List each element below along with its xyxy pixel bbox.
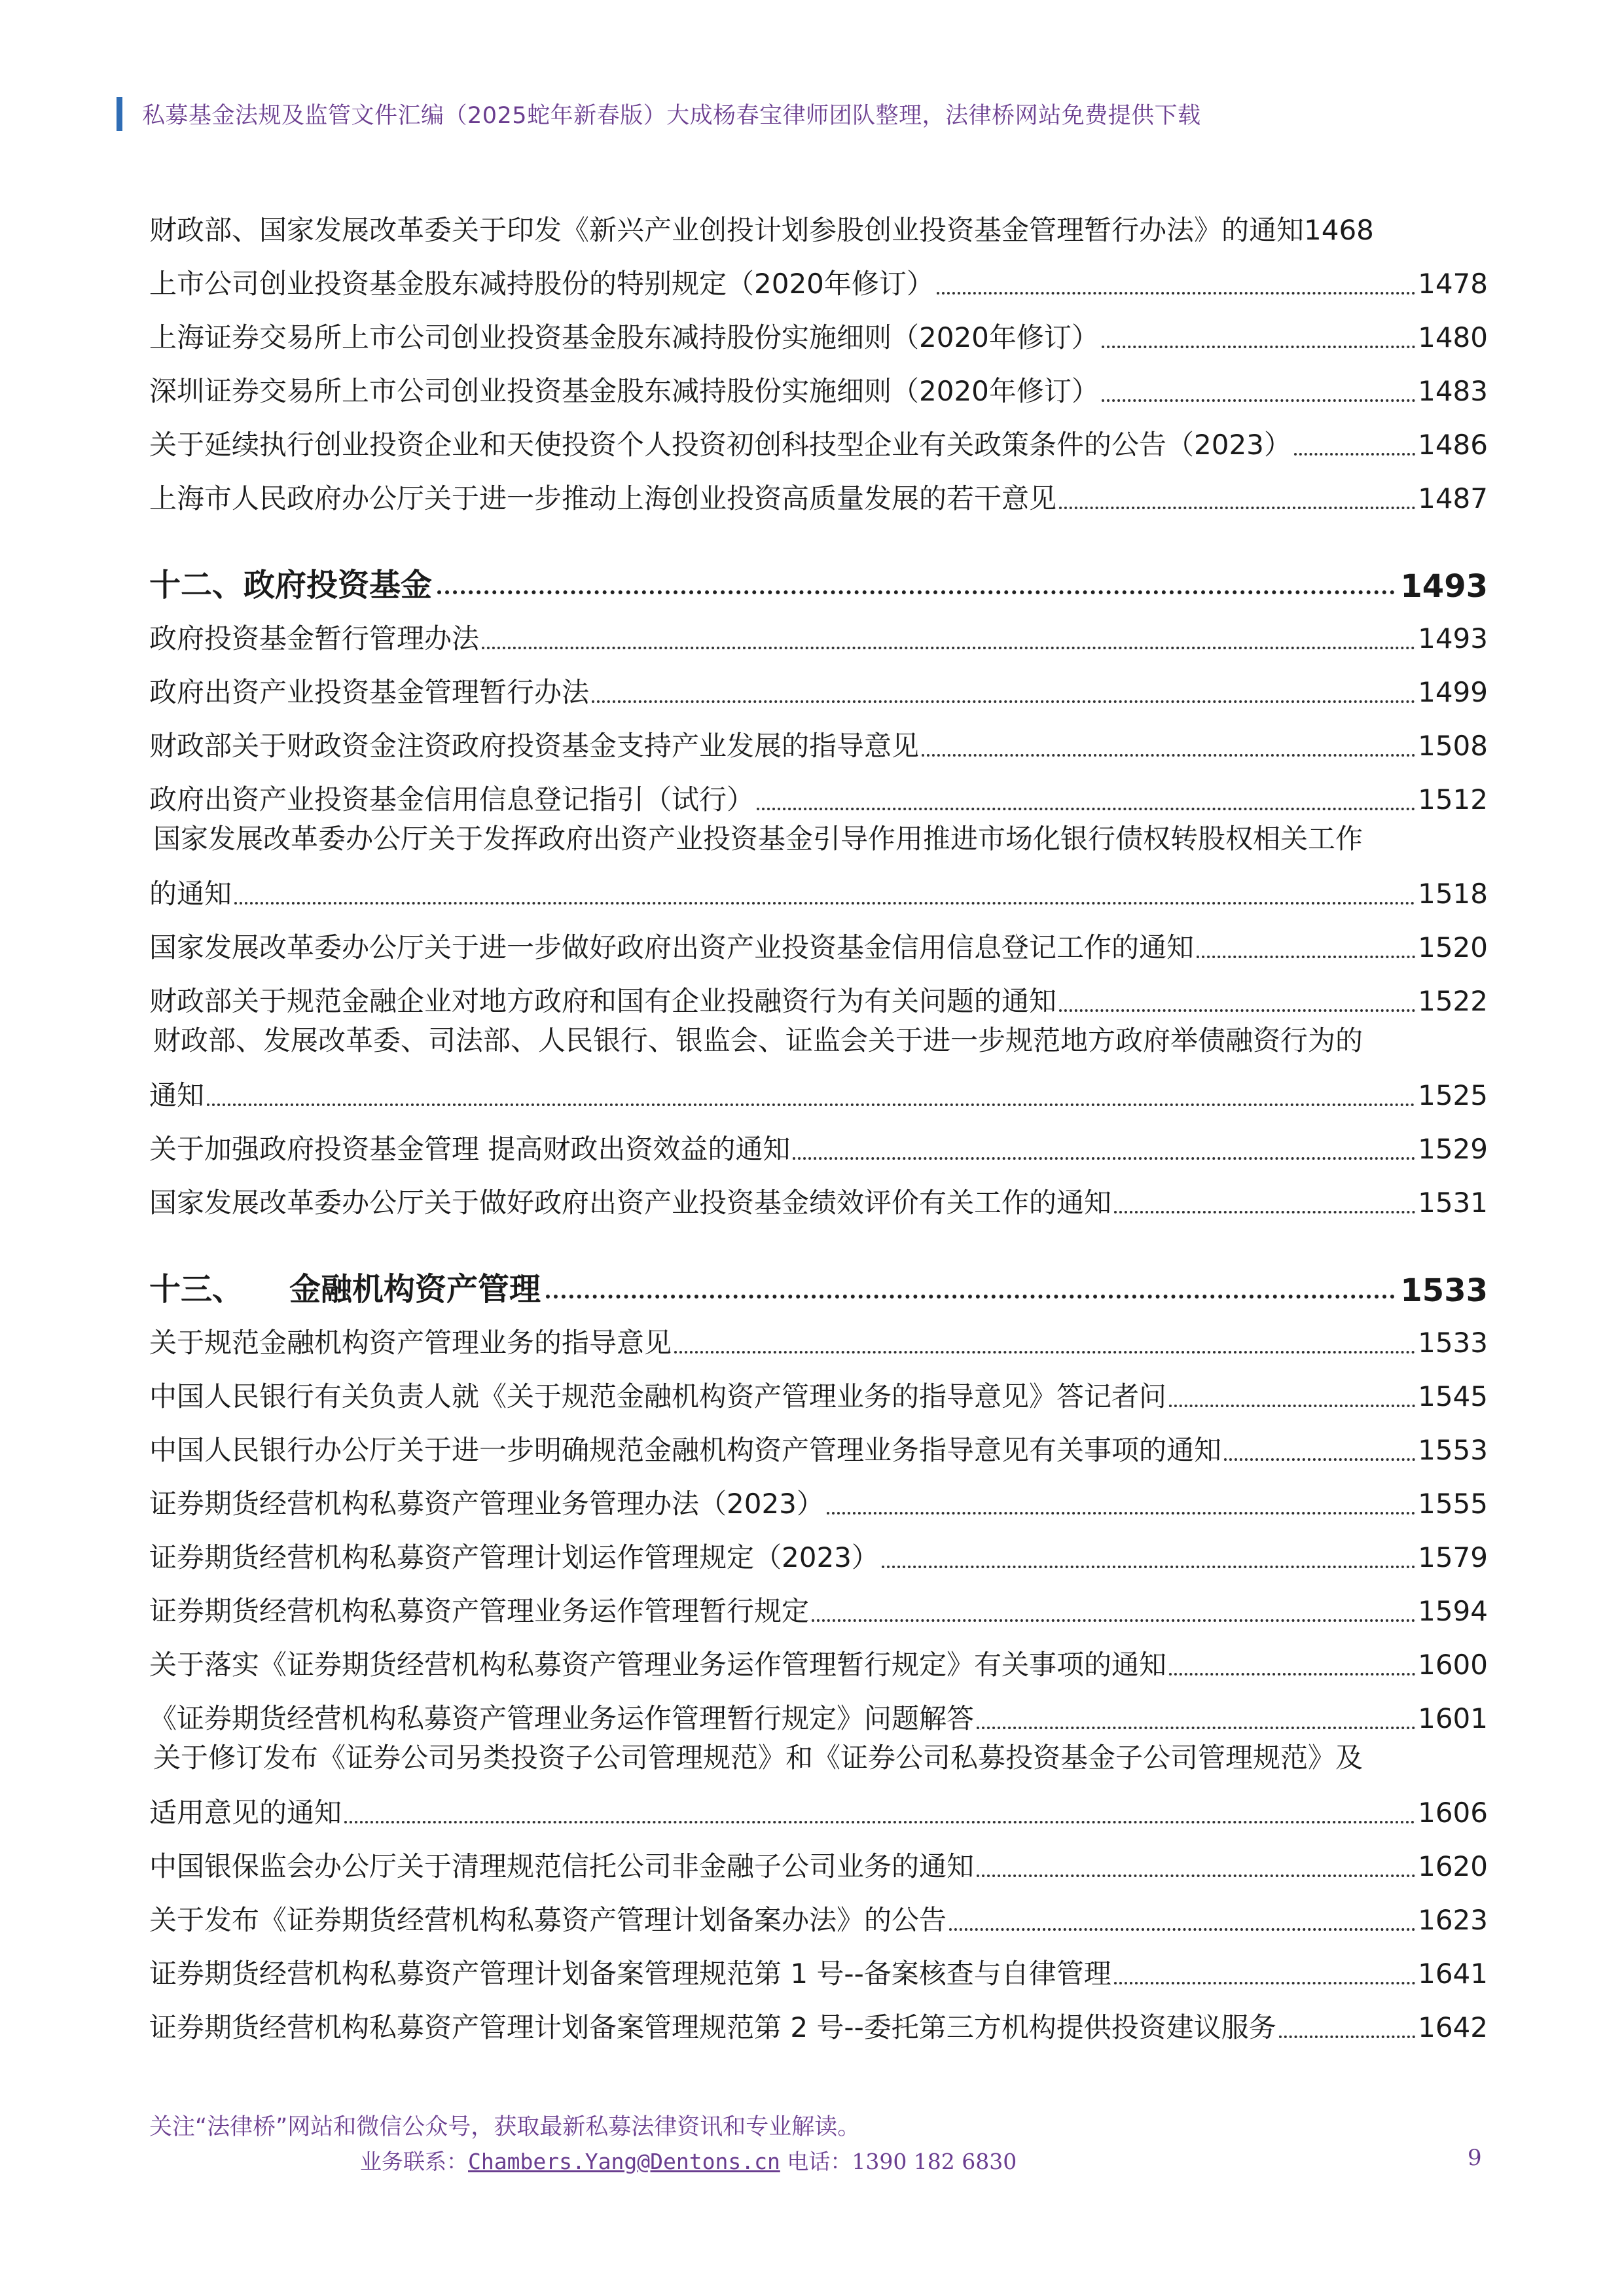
dot-leader xyxy=(977,1874,1415,1877)
dot-leader xyxy=(949,1928,1415,1931)
dot-leader xyxy=(1114,1211,1415,1213)
toc-page-number: 1529 xyxy=(1418,1133,1488,1165)
section-page-number: 1533 xyxy=(1400,1272,1488,1309)
toc-entry[interactable] xyxy=(149,712,1488,766)
toc-entry-title: 关于落实《证券期货经营机构私募资产管理业务运作管理暂行规定》有关事项的通知 xyxy=(149,1649,1167,1681)
contact-label: 业务联系： xyxy=(360,2149,468,2174)
dot-leader xyxy=(1059,507,1415,509)
toc-entry[interactable] xyxy=(149,250,1488,304)
toc-page-number: 1493 xyxy=(1418,622,1488,655)
toc-entry-title: 中国人民银行办公厅关于进一步明确规范金融机构资产管理业务指导意见有关事项的通知 xyxy=(149,1434,1222,1466)
toc-entry[interactable] xyxy=(149,766,1488,819)
section-heading[interactable] xyxy=(149,518,1488,605)
toc-entry-title: 财政部关于财政资金注资政府投资基金支持产业发展的指导意见 xyxy=(149,730,920,762)
toc-entry-title: 中国人民银行有关负责人就《关于规范金融机构资产管理业务的指导意见》答记者问 xyxy=(149,1380,1167,1412)
toc-entry-title: 深圳证券交易所上市公司创业投资基金股东减持股份实施细则（2020年修订） xyxy=(149,375,1099,407)
toc-entry-title: 证券期货经营机构私募资产管理计划备案管理规范第 1 号--备案核查与自律管理 xyxy=(149,1958,1111,1990)
toc-page-number: 1545 xyxy=(1418,1380,1488,1412)
dot-leader xyxy=(1197,956,1415,958)
toc-entry[interactable] xyxy=(149,1577,1488,1631)
toc-page-number: 1522 xyxy=(1418,985,1488,1017)
toc-entry[interactable] xyxy=(149,304,1488,357)
toc-page-number: 1620 xyxy=(1418,1850,1488,1882)
toc-page-number: 1641 xyxy=(1418,1958,1488,1990)
dot-leader xyxy=(234,902,1415,905)
toc-entry-title: 证券期货经营机构私募资产管理计划备案管理规范第 2 号--委托第三方机构提供投资建议服务 xyxy=(149,2011,1276,2043)
header-accent-bar xyxy=(117,97,122,131)
dot-leader xyxy=(437,590,1395,594)
toc-entry[interactable] xyxy=(149,1021,1488,1115)
toc-page-number: 1487 xyxy=(1418,482,1488,514)
toc-entry[interactable] xyxy=(149,411,1488,465)
footer-contact xyxy=(360,2145,1017,2176)
toc-entry[interactable] xyxy=(149,1169,1488,1223)
dot-leader xyxy=(344,1821,1415,1823)
toc-entry-title: 中国银保监会办公厅关于清理规范信托公司非金融子公司业务的通知 xyxy=(149,1850,975,1882)
dot-leader xyxy=(1102,346,1415,348)
toc-page-number: 1483 xyxy=(1418,375,1488,407)
toc-entry-line2 xyxy=(149,1060,1488,1115)
phone-number: 1390 182 6830 xyxy=(852,2149,1017,2174)
toc-entry[interactable] xyxy=(149,1738,1488,1833)
section-title: 金融机构资产管理 xyxy=(289,1271,541,1308)
toc-entry-title: 关于发布《证券期货经营机构私募资产管理计划备案办法》的公告 xyxy=(149,1904,947,1936)
toc-entry-title: 政府出资产业投资基金管理暂行办法 xyxy=(149,676,590,708)
toc-entry[interactable] xyxy=(149,1416,1488,1470)
toc-entry-title-line1: 关于修订发布《证券公司另类投资子公司管理规范》和《证券公司私募投资基金子公司管理规范》及 xyxy=(153,1742,1363,1774)
section-number: 十二、 xyxy=(149,567,244,603)
toc-entry-title-line1: 国家发展改革委办公厅关于发挥政府出资产业投资基金引导作用推进市场化银行债权转股权相关工作 xyxy=(153,823,1363,855)
dot-leader xyxy=(882,1566,1415,1568)
toc-entry[interactable] xyxy=(149,465,1488,518)
toc-page-number: 1518 xyxy=(1418,878,1488,910)
email-link[interactable]: Chambers.Yang@Dentons.cn xyxy=(468,2149,780,2174)
footer-note: 关注“法律桥”网站和微信公众号，获取最新私募法律资讯和专业解读。 xyxy=(149,2114,861,2140)
toc-page-number: 1623 xyxy=(1418,1904,1488,1936)
section-title: 政府投资基金 xyxy=(244,567,433,603)
toc-entry[interactable] xyxy=(149,967,1488,1021)
dot-leader xyxy=(546,1295,1395,1299)
dot-leader xyxy=(1294,453,1415,456)
toc-entry-title: 财政部关于规范金融企业对地方政府和国有企业投融资行为有关问题的通知 xyxy=(149,985,1057,1017)
toc-entry-title: 《证券期货经营机构私募资产管理业务运作管理暂行规定》问题解答 xyxy=(149,1702,975,1734)
toc-entry-title: 上海市人民政府办公厅关于进一步推动上海创业投资高质量发展的若干意见 xyxy=(149,482,1057,514)
toc-page-number: 1478 xyxy=(1418,268,1488,300)
toc-page-number: 1594 xyxy=(1418,1595,1488,1627)
section-heading[interactable] xyxy=(149,1223,1488,1309)
page-header xyxy=(117,97,1498,131)
toc-entry-title: 证券期货经营机构私募资产管理业务运作管理暂行规定 xyxy=(149,1595,810,1627)
toc-entry[interactable] xyxy=(149,1309,1488,1363)
table-of-contents xyxy=(149,196,1488,2047)
toc-page-number: 1553 xyxy=(1418,1434,1488,1466)
toc-entry-title: 证券期货经营机构私募资产管理计划运作管理规定（2023） xyxy=(149,1541,879,1573)
toc-entry-title: 政府出资产业投资基金信用信息登记指引（试行） xyxy=(149,783,755,816)
dot-leader xyxy=(1279,2036,1415,2038)
dot-leader xyxy=(793,1157,1415,1160)
toc-page-number: 1600 xyxy=(1418,1649,1488,1681)
toc-entry-title: 通知 xyxy=(149,1079,205,1111)
dot-leader xyxy=(207,1103,1415,1106)
toc-entry-title-line1: 财政部、发展改革委、司法部、人民银行、银监会、证监会关于进一步规范地方政府举债融资行为的 xyxy=(153,1024,1363,1056)
toc-page-number: 1525 xyxy=(1418,1079,1488,1111)
dot-leader xyxy=(827,1512,1415,1515)
toc-entry-title: 关于延续执行创业投资企业和天使投资个人投资初创科技型企业有关政策条件的公告（2023） xyxy=(149,429,1291,461)
toc-entry[interactable] xyxy=(149,819,1488,914)
toc-page-number: 1480 xyxy=(1418,321,1488,353)
section-page-number: 1493 xyxy=(1400,568,1488,605)
page-number: 9 xyxy=(1468,2145,1482,2171)
toc-entry[interactable] xyxy=(149,1631,1488,1685)
dot-leader xyxy=(757,808,1415,810)
toc-entry[interactable] xyxy=(149,914,1488,967)
dot-leader xyxy=(1224,1458,1415,1461)
toc-entry-title: 国家发展改革委办公厅关于进一步做好政府出资产业投资基金信用信息登记工作的通知 xyxy=(149,931,1195,963)
toc-entry[interactable] xyxy=(149,1886,1488,1940)
toc-entry-title: 政府投资基金暂行管理办法 xyxy=(149,622,480,655)
toc-entry[interactable] xyxy=(149,658,1488,712)
toc-entry-title: 证券期货经营机构私募资产管理业务管理办法（2023） xyxy=(149,1488,824,1520)
toc-page-number: 1555 xyxy=(1418,1488,1488,1520)
dot-leader xyxy=(812,1619,1415,1622)
toc-entry-title: 上市公司创业投资基金股东减持股份的特别规定（2020年修订） xyxy=(149,268,934,300)
toc-entry[interactable] xyxy=(149,1685,1488,1738)
toc-page-number: 1512 xyxy=(1418,783,1488,816)
toc-entry-title: 适用意见的通知 xyxy=(149,1797,342,1829)
toc-page-number: 1531 xyxy=(1418,1187,1488,1219)
toc-entry-title: 财政部、国家发展改革委关于印发《新兴产业创投计划参股创业投资基金管理暂行办法》的通知 xyxy=(149,214,1305,246)
toc-entry[interactable] xyxy=(149,1524,1488,1577)
toc-entry-title: 的通知 xyxy=(149,878,232,910)
toc-entry[interactable] xyxy=(149,1115,1488,1169)
toc-entry-title: 国家发展改革委办公厅关于做好政府出资产业投资基金绩效评价有关工作的通知 xyxy=(149,1187,1112,1219)
dot-leader xyxy=(922,754,1415,757)
toc-entry[interactable] xyxy=(149,357,1488,411)
toc-page-number: 1468 xyxy=(1304,214,1374,246)
dot-leader xyxy=(1169,1673,1415,1676)
toc-entry[interactable] xyxy=(149,1363,1488,1416)
toc-entry[interactable] xyxy=(149,1470,1488,1524)
dot-leader xyxy=(937,292,1415,295)
toc-page-number: 1499 xyxy=(1418,676,1488,708)
section-number: 十三、 xyxy=(149,1271,244,1308)
dot-leader xyxy=(1169,1405,1415,1407)
toc-entry[interactable] xyxy=(149,1994,1488,2047)
toc-entry-title: 关于加强政府投资基金管理 提高财政出资效益的通知 xyxy=(149,1133,791,1165)
toc-entry-line2 xyxy=(149,859,1488,914)
toc-page-number: 1533 xyxy=(1418,1327,1488,1359)
toc-entry[interactable] xyxy=(149,1833,1488,1886)
dot-leader xyxy=(592,700,1415,703)
phone-label: 电话： xyxy=(780,2149,852,2174)
toc-entry-line2 xyxy=(149,1778,1488,1833)
toc-page-number: 1520 xyxy=(1418,931,1488,963)
toc-entry[interactable] xyxy=(149,1940,1488,1994)
header-title: 私募基金法规及监管文件汇编（2025蛇年新春版）大成杨春宝律师团队整理，法律桥网站免费提供下载 xyxy=(142,103,1201,129)
toc-page-number: 1642 xyxy=(1418,2011,1488,2043)
dot-leader xyxy=(1102,399,1415,402)
toc-entry-title: 上海证券交易所上市公司创业投资基金股东减持股份实施细则（2020年修订） xyxy=(149,321,1099,353)
toc-page-number: 1606 xyxy=(1418,1797,1488,1829)
dot-leader xyxy=(977,1727,1415,1729)
toc-page-number: 1486 xyxy=(1418,429,1488,461)
dot-leader xyxy=(1114,1982,1415,1984)
toc-entry[interactable] xyxy=(149,196,1488,250)
toc-entry-title: 关于规范金融机构资产管理业务的指导意见 xyxy=(149,1327,672,1359)
dot-leader xyxy=(482,647,1415,649)
toc-page-number: 1601 xyxy=(1418,1702,1488,1734)
dot-leader xyxy=(1059,1009,1415,1012)
toc-page-number: 1508 xyxy=(1418,730,1488,762)
toc-entry[interactable] xyxy=(149,605,1488,658)
toc-page-number: 1579 xyxy=(1418,1541,1488,1573)
dot-leader xyxy=(674,1351,1415,1354)
